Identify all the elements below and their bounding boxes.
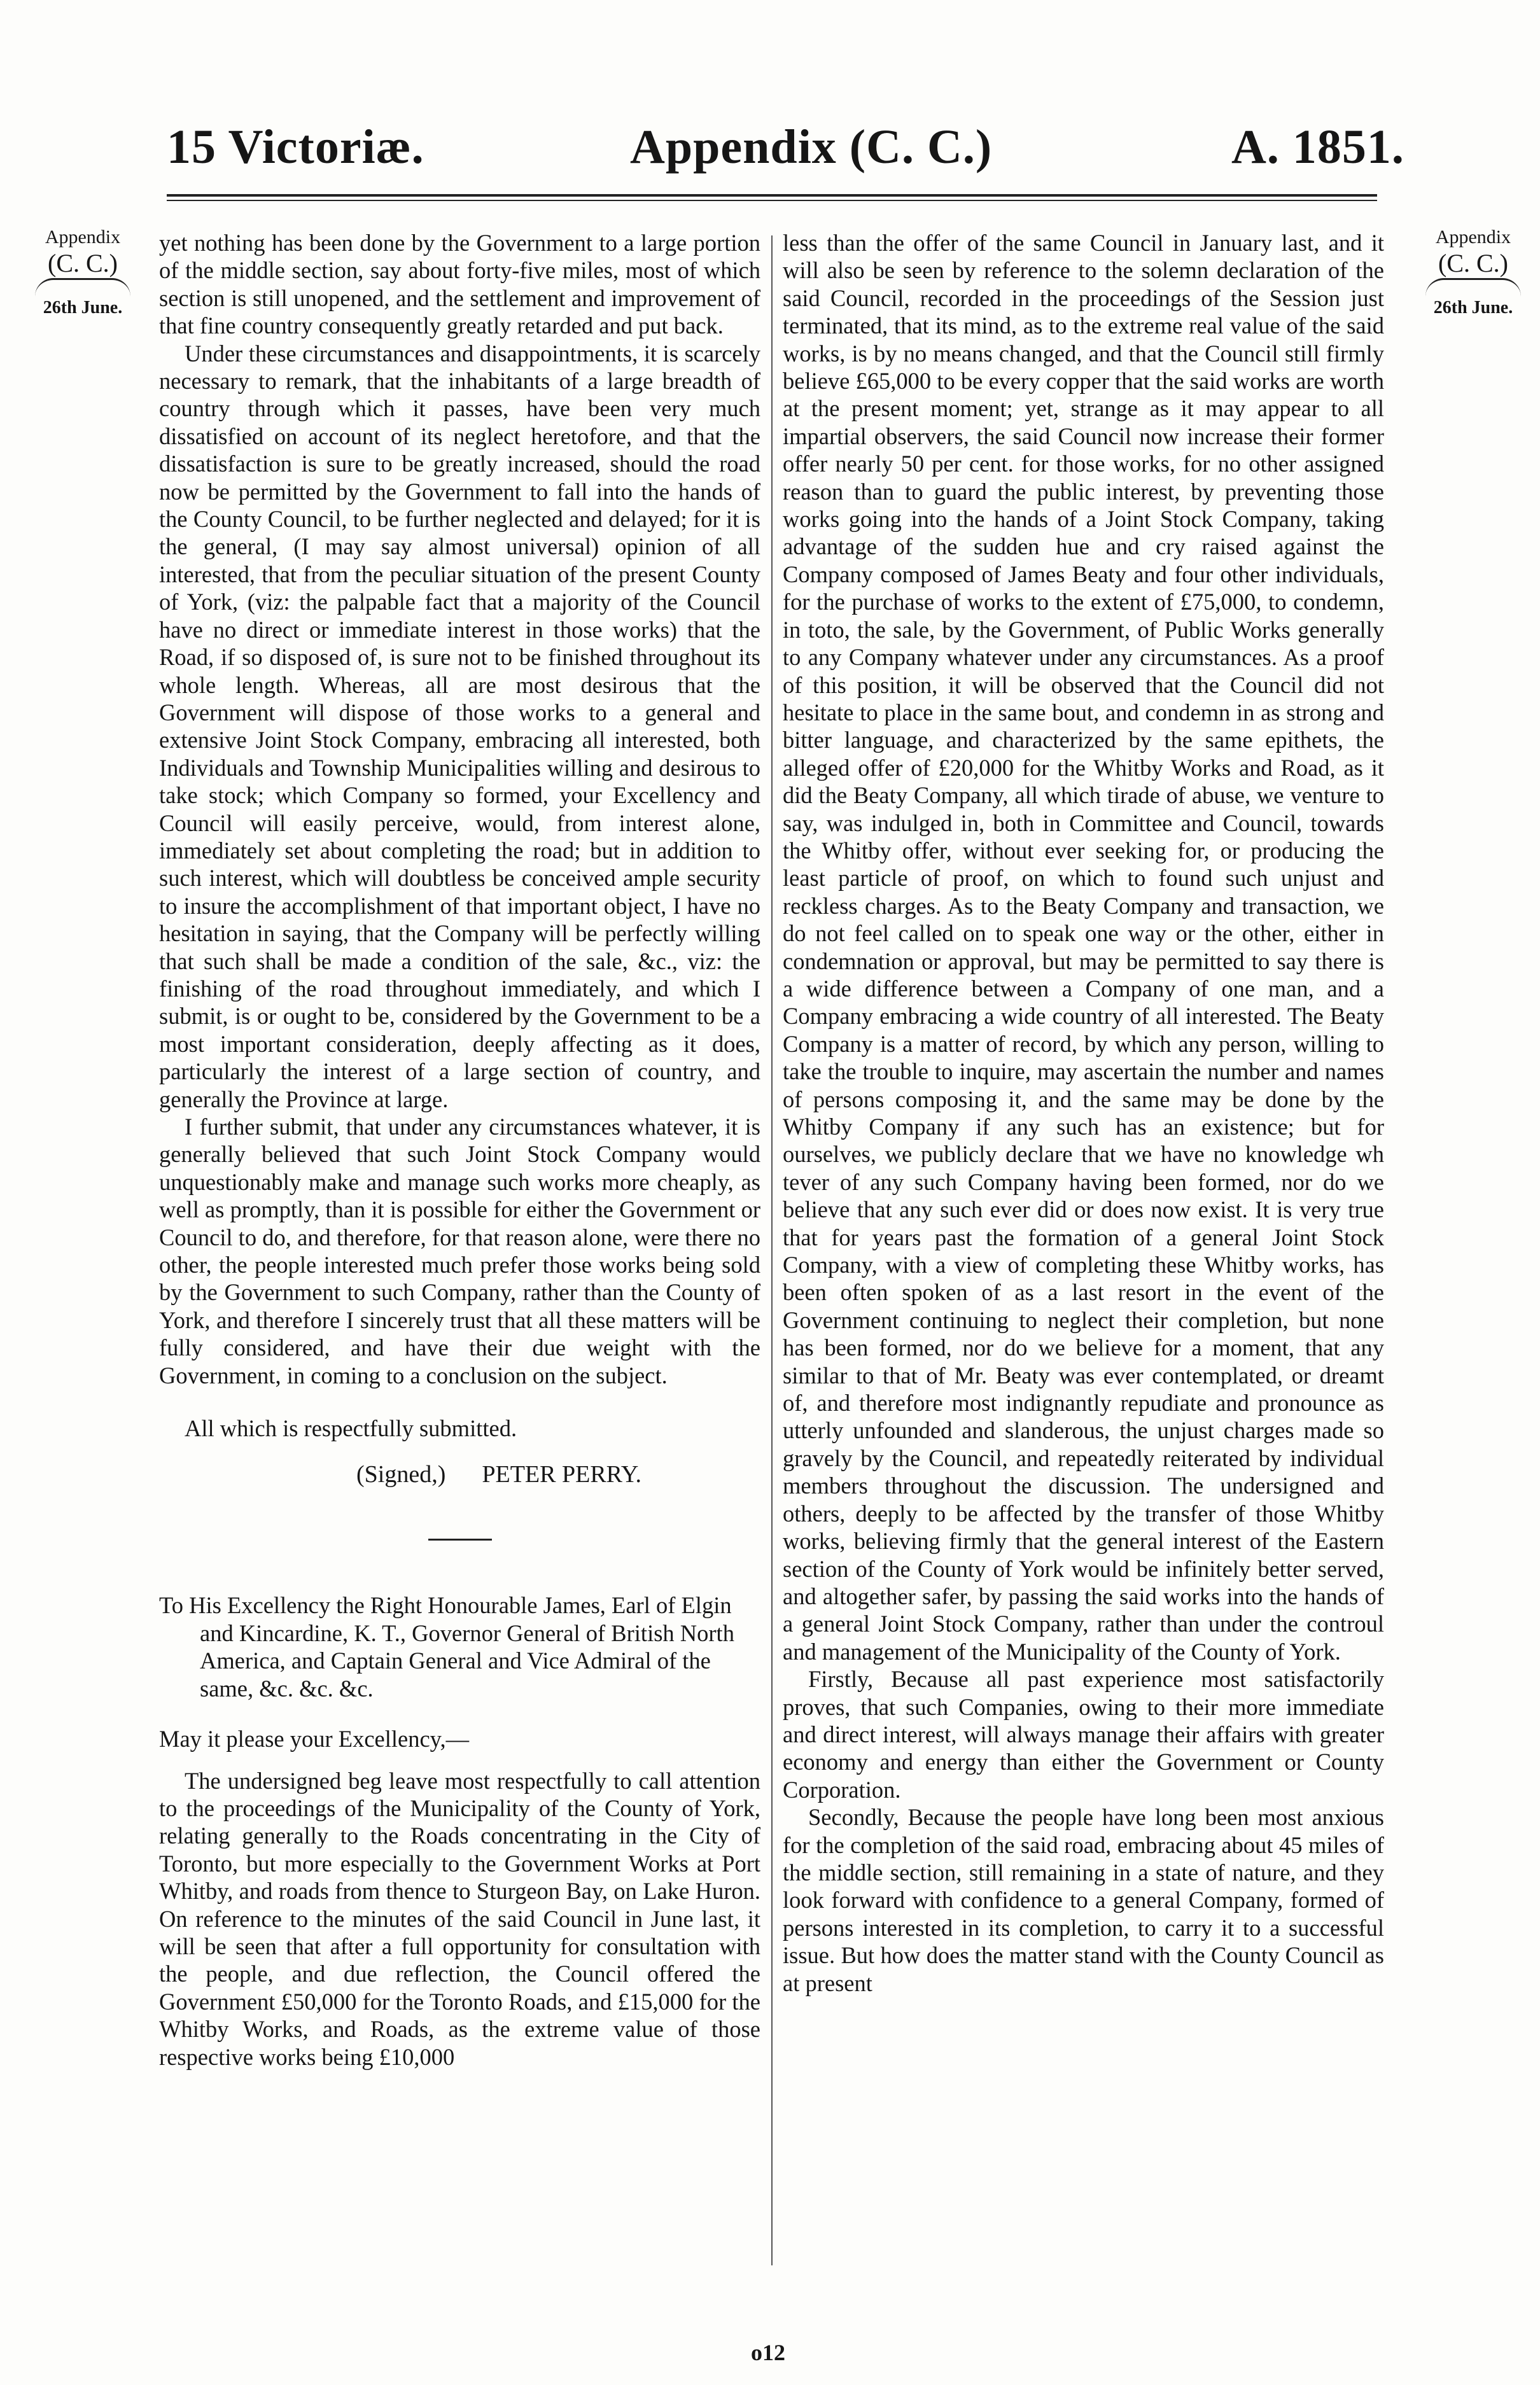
paragraph: The undersigned beg leave most respectfully to call attention to the proceedings of the Municipality of the County of York, relating generally to the Roads concentrating in the City of Toronto, but more especially to the Government Works at Port Whitby, and roads from thence to Sturgeon Bay, on Lake Huron. On reference to the minutes of the said Council in June last, it will be seen that after a full opportunity for consultation with the people, and due reflection, the Council offered the Government £50,000 for the Toronto Roads, and £15,000 for the Whitby Works, and Roads, as the extreme value of those respective works being £10,000 — [159, 1767, 760, 2070]
margin-appendix-label: Appendix — [45, 227, 121, 248]
margin-date: 26th June. — [1433, 298, 1513, 318]
header-thick-rule — [167, 194, 1377, 197]
salutation: May it please your Excellency,— — [159, 1726, 470, 1752]
address-block: To His Excellency the Right Honourable James, Earl of Elgin and Kincardine, K. T., Governor General of British North America, and Captain General and Vice Admiral of the same, &c. &c. &c. — [159, 1592, 734, 1702]
section-divider — [428, 1539, 492, 1541]
margin-appendix-label: Appendix — [1435, 227, 1511, 248]
paragraph: yet nothing has been done by the Government to a large portion of the middle section, say about forty-five miles, most of which section is still unopened, and the settlement and improvement of that fine country consequently greatly retarded and put back. — [159, 230, 760, 339]
right-column — [783, 229, 1384, 2272]
signature-block — [159, 1460, 760, 1489]
signatory-name: PETER PERRY. — [482, 1461, 641, 1488]
right-margin-note — [1413, 226, 1534, 319]
printer-signature: o12 — [751, 2340, 785, 2365]
paragraph: Under these circumstances and disappointments, it is scarcely necessary to remark, that the inhabitants of a large breadth of country through which it passes, have been very much dissatisfied on account of its neglect heretofore, and that the dissatisfaction is sure to be greatly increased, should the road now be permitted by the Government to fall into the hands of the County Council, to be further neglected and delayed; for it is the general, (I may say almost universal) opinion of all interested, that from the peculiar situation of the present County of York, (viz: the palpable fact that a majority of the Council have no direct or immediate interest in those works) that the Road, if so disposed of, is sure not to be finished throughout its whole length. Whereas, all are most desirous that the Government will dispose of those works to a general and extensive Joint Stock Company, embracing all interested, both Individuals and Township Municipalities willing and desirous to take stock; which Company so formed, your Excellency and Council will easily perceive, would, from interest alone, immediately set about completing the road; but in addition to such interest, which will doubtless be conceived ample security to insure the accomplishment of that important object, I have no hesitation in saying, that the Company will be perfectly willing that such shall be made a condition of the sale, &c., viz: the finishing of the road throughout immediately, and which I submit, is or ought to be, considered by the Government to be a most important consideration, deeply affecting as it does, particularly the interest of a large section of country, and generally the Province at large. — [159, 340, 760, 1112]
margin-brace — [1425, 278, 1521, 297]
left-margin-note — [22, 226, 143, 319]
year-label: A. 1851. — [1231, 120, 1404, 174]
column-divider — [771, 235, 773, 2265]
header-thin-rule — [167, 200, 1377, 201]
paragraph: less than the offer of the same Council in January last, and it will also be seen by reference to the solemn declaration of the said Council, recorded in the proceedings of the Session just terminated, that its mind, as to the extreme real value of the said works, is by no means changed, and that the Council still firmly believe £65,000 to be every copper that the said works are worth at the present moment; yet, strange as it may appear to all impartial observers, the said Council now increase their former offer nearly 50 per cent. for those works, for no other assigned reason than to guard the public interest, by preventing those works going into the hands of a Joint Stock Company, taking advantage of the sudden hue and cry raised against the Company composed of James Beaty and four other individuals, for the purchase of works to the extent of £75,000, to condemn, in toto, the sale, by the Government, of Public Works generally to any Company whatever under any circumstances. As a proof of this position, it will be observed that the Council did not hesitate to place in the same bout, and condemn in as strong and bitter language, and characterized by the same epithets, the alleged offer of £20,000 for the Whitby Works and Road, as it did the Beaty Company, all which tirade of abuse, we venture to say, was indulged in, both in Committee and Council, towards the Whitby offer, without ever seeking for, or producing the least particle of proof, on which to found such unjust and reckless charges. As to the Beaty Company and transaction, we do not feel called on to speak one way or the other, either in condemnation or approval, but may be permitted to say there is a wide difference between a Company of one man, and a Company embracing a wide country of all interested. The Beaty Company is a matter of record, by which any person, willing to take the trouble to inquire, may ascertain the number and names of persons composing it, and the same may be done by the Whitby Company if any such has an existence; but for ourselves, we publicly declare that we have no knowledge wh tever of any such Company having been formed, nor do we believe that any such ever did or does now exist. It is very true that for years past the formation of a general Joint Stock Company, with a view of completing these Whitby works, has been often spoken of as a last resort in the event of the Government continuing to neglect their completion, but none has been formed, nor do we believe for a moment, that any similar to that of Mr. Beaty was ever contemplated, or dreamt of, and therefore most indignantly repudiate and pronounce as utterly unfounded and slanderous, the unjust charges made so gravely by the Council, and repeatedly reiterated by individual members throughout the discussion. The undersigned and others, deeply to be affected by the transfer of those Whitby works, believing firmly that the general interest of the Eastern section of the County of York would be infinitely better served, and altogether safer, by passing the said works into the hands of a general Joint Stock Company, rather than under the controul and management of the Municipality of the County of York. — [783, 230, 1384, 1665]
margin-appendix-code: (C. C.) — [48, 249, 118, 277]
margin-brace — [35, 278, 130, 297]
closing-line: All which is respectfully submitted. — [185, 1415, 517, 1442]
session-label: 15 Victoriæ. — [167, 120, 424, 174]
margin-date: 26th June. — [43, 298, 123, 318]
paragraph: I further submit, that under any circumstances whatever, it is generally believed that such Joint Stock Company would unquestionably make and manage such works more cheaply, as well as promptly, than it is possible for either the Government or Council to do, and therefore, for that reason alone, were there no other, the people interested much prefer those works being sold by the Government to such Company, rather than the County of York, and therefore I sincerely trust that all these matters will be fully considered, and have their due weight with the Government, in coming to a conclusion on the subject. — [159, 1114, 760, 1388]
margin-appendix-code: (C. C.) — [1438, 249, 1508, 277]
appendix-label: Appendix (C. C.) — [630, 120, 993, 174]
left-column — [159, 229, 760, 2272]
signed-label: (Signed,) — [356, 1461, 446, 1488]
paragraph: Firstly, Because all past experience most satisfactorily proves, that such Companies, owing to their more immediate and direct interest, will always manage their affairs with greater economy and energy than either the Government or County Corporation. — [783, 1666, 1384, 1803]
running-header — [0, 0, 1540, 191]
paragraph: Secondly, Because the people have long been most anxious for the completion of the said road, embracing about 45 miles of the middle section, still remaining in a state of nature, and they look forward with confidence to a general Company, formed of persons interested in its completion, to carry it to a successful issue. But how does the matter stand with the County Council as at present — [783, 1804, 1384, 1996]
